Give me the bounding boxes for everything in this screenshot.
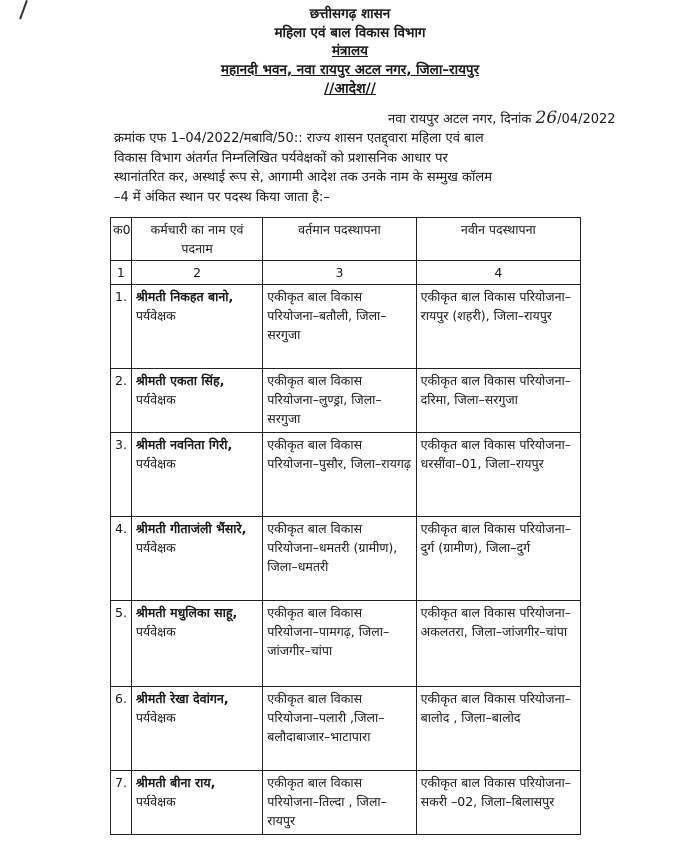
table-row	[111, 771, 581, 835]
new-posting: एकीकृत बाल विकास परियोजना–अकलतरा, जिला–जांजगीर–चांपा	[416, 601, 580, 687]
row-sno: 7.	[111, 771, 132, 835]
employee-post: पर्यवेक्षक	[135, 392, 176, 407]
current-posting: एकीकृत बाल विकास परियोजना–तिल्दा , जिला–रायपुर	[263, 771, 416, 835]
date-prefix: नवा रायपुर अटल नगर, दिनांक	[388, 112, 532, 127]
table-header-row	[111, 218, 581, 261]
date-day-handwritten: 26	[535, 108, 558, 128]
table-row	[111, 285, 581, 369]
ministry-label: मंत्रालय	[331, 43, 368, 59]
table-row	[111, 517, 581, 601]
order-paragraph	[114, 129, 574, 207]
col-number: 1	[111, 261, 132, 285]
paragraph-line: क्रमांक एफ 1–04/2022/मबावि/50:: राज्य शासन एतद्द्वारा महिला एवं बाल	[114, 131, 484, 146]
paragraph-line: स्थानांतरित कर, अस्थाई रूप से, आगामी आदेश तक उनके नाम के सम्मुख कॉलम	[114, 170, 492, 185]
table-row	[111, 433, 581, 517]
current-posting: एकीकृत बाल विकास परियोजना–धमतरी (ग्रामीण), जिला–धमतरी	[263, 517, 416, 601]
employee-cell	[131, 687, 262, 771]
table-row	[111, 601, 581, 687]
col-number: 2	[131, 261, 262, 285]
employee-post: पर्यवेक्षक	[135, 794, 176, 809]
employee-cell	[131, 433, 262, 517]
employee-name: श्रीमती निकहत बानो,	[135, 289, 234, 304]
column-number-row	[111, 261, 581, 285]
date-line	[388, 108, 616, 128]
employee-name: श्रीमती एकता सिंह,	[135, 373, 225, 388]
current-posting: एकीकृत बाल विकास परियोजना–लुण्ड्रा, जिला–सरगुजा	[263, 369, 416, 433]
address-line: महानदी भवन, नवा रायपुर अटल नगर, जिला–रायपुर	[220, 61, 480, 78]
row-sno: 4.	[111, 517, 132, 601]
paragraph-line: विकास विभाग अंतर्गत निम्नलिखित पर्यवेक्षकों को प्रशासनिक आधार पर	[114, 150, 448, 166]
employee-post: पर्यवेक्षक	[135, 308, 176, 323]
col-number: 3	[263, 261, 416, 285]
current-posting: एकीकृत बाल विकास परियोजना–बतौली, जिला–सरगुजा	[263, 285, 416, 369]
table-row	[111, 369, 581, 433]
employee-name: श्रीमती मधुलिका साहू,	[135, 605, 238, 620]
employee-post: पर्यवेक्षक	[135, 624, 176, 639]
row-sno: 2.	[111, 369, 132, 433]
new-posting: एकीकृत बाल विकास परियोजना–बालोद , जिला–बालोद	[416, 687, 580, 771]
current-posting: एकीकृत बाल विकास परियोजना–पामगढ़, जिला–जांजगीर–चांपा	[263, 601, 416, 687]
header-name: कर्मचारी का नाम एवं पदनाम	[131, 218, 262, 261]
employee-name: श्रीमती गीताजंली भैंसारे,	[135, 521, 247, 536]
employee-post: पर्यवेक्षक	[135, 540, 176, 555]
government-name: छत्तीसगढ़ शासन	[309, 6, 391, 22]
employee-cell	[131, 771, 262, 835]
new-posting: एकीकृत बाल विकास परियोजना–धरसींवा–01, जिला–रायपुर	[416, 433, 580, 517]
employee-name: श्रीमती बीना राय,	[135, 775, 216, 790]
employee-name: श्रीमती नवनिता गिरी,	[135, 437, 233, 452]
employee-post: पर्यवेक्षक	[135, 710, 176, 725]
col-number: 4	[416, 261, 580, 285]
row-sno: 1.	[111, 285, 132, 369]
letterhead	[0, 5, 700, 99]
employee-cell	[131, 285, 262, 369]
employee-cell	[131, 369, 262, 433]
employee-cell	[131, 601, 262, 687]
transfer-table	[110, 217, 581, 835]
new-posting: एकीकृत बाल विकास परियोजना–दरिमा, जिला–सरगुजा	[416, 369, 580, 433]
new-posting: एकीकृत बाल विकास परियोजना–सकरी –02, जिला–बिलासपुर	[416, 771, 580, 835]
employee-post: पर्यवेक्षक	[135, 456, 176, 471]
new-posting: एकीकृत बाल विकास परियोजना–रायपुर (शहरी), जिला–रायपुर	[416, 285, 580, 369]
row-sno: 3.	[111, 433, 132, 517]
employee-name: श्रीमती रेखा देवांगन,	[135, 691, 229, 706]
new-posting: एकीकृत बाल विकास परियोजना–दुर्ग (ग्रामीण), जिला–दुर्ग	[416, 517, 580, 601]
row-sno: 5.	[111, 601, 132, 687]
employee-cell	[131, 517, 262, 601]
row-sno: 6.	[111, 687, 132, 771]
header-sno: क0	[111, 218, 132, 261]
current-posting: एकीकृत बाल विकास परियोजना–पुसौर, जिला–रायगढ़	[263, 433, 416, 517]
date-suffix: /04/2022	[557, 112, 616, 127]
table-row	[111, 687, 581, 771]
header-new-posting: नवीन पदस्थापना	[416, 218, 580, 261]
header-current-posting: वर्तमान पदस्थापना	[263, 218, 416, 261]
department-name: महिला एवं बाल विकास विभाग	[274, 24, 426, 41]
order-title: //आदेश//	[324, 81, 376, 97]
paragraph-line: –4 में अंकित स्थान पर पदस्थ किया जाता है:–	[114, 189, 330, 205]
current-posting: एकीकृत बाल विकास परियोजना–पलारी ,जिला–बलौदाबाजार–भाटापारा	[263, 687, 416, 771]
